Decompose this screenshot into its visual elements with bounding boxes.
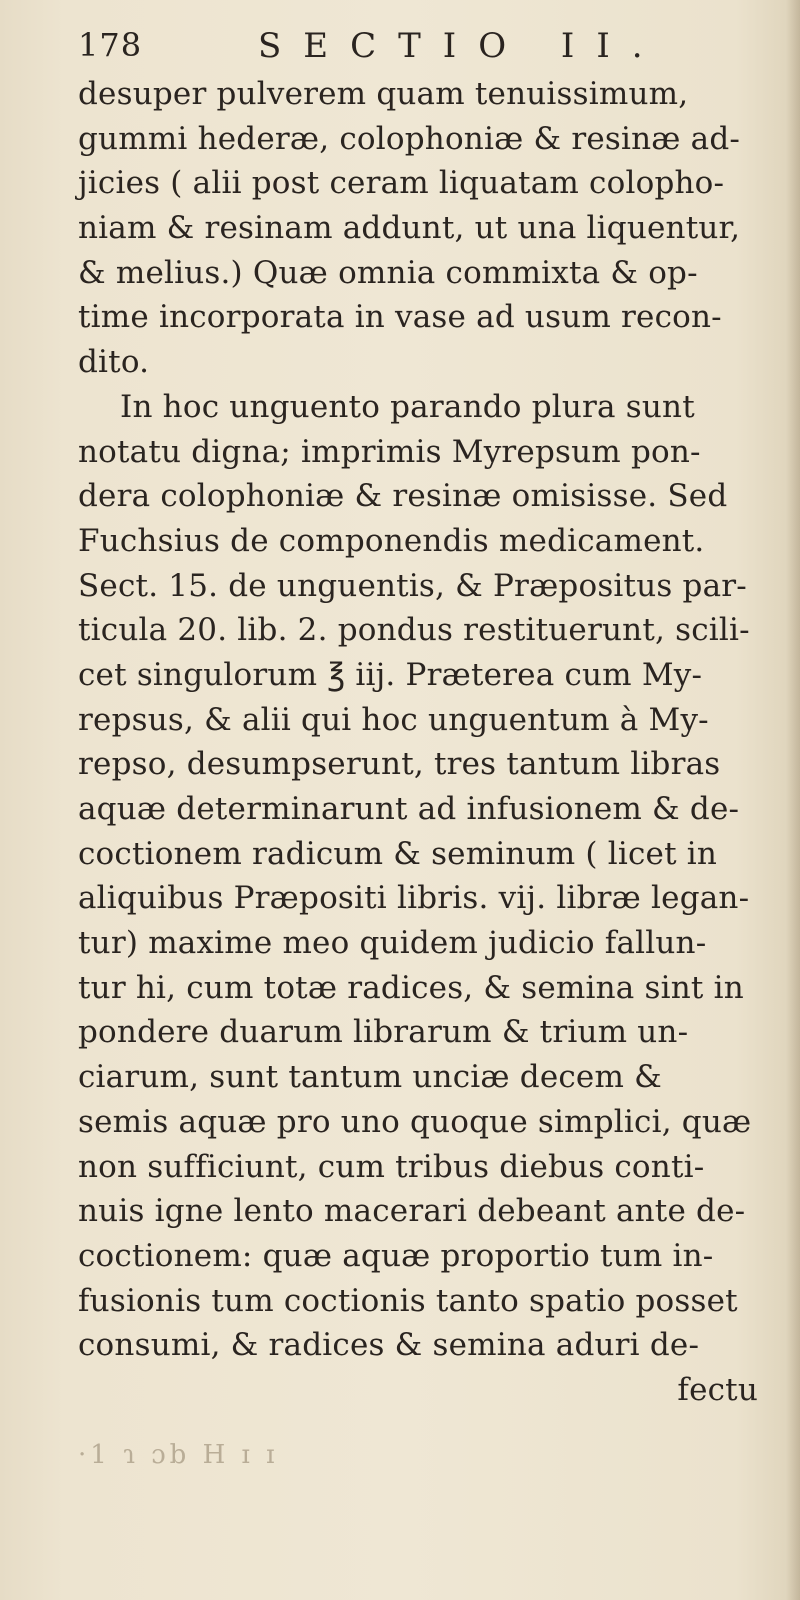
text-line: & melius.) Quæ omnia commixta & op- [78, 254, 698, 291]
text-line: aquæ determinarunt ad infusionem & de- [78, 791, 740, 827]
text-line: pondere duarum librarum & trium un- [78, 1014, 689, 1051]
text-line: Fuchsius de componendis medicament. [78, 522, 705, 559]
page-number: 178 [78, 26, 143, 64]
text-line: ticula 20. lib. 2. pondus restituerunt, scili- [78, 612, 750, 649]
running-head: SECTIO II. [258, 26, 665, 66]
text-line: coctionem radicum & seminum ( licet in [78, 835, 718, 872]
text-line: ciarum, sunt tantum unciæ decem & [78, 1059, 662, 1096]
text-line: repso, desumpserunt, tres tantum libras [78, 746, 721, 783]
text-line: niam & resinam addunt, ut una liquentur, [78, 210, 741, 247]
text-line: consumi, & radices & semina aduri de- [78, 1327, 700, 1364]
text-line: notatu digna; imprimis Myrepsum pon- [78, 433, 701, 470]
text-line: aliquibus Præpositi libris. vij. libræ legan- [78, 880, 750, 917]
text-line: time incorporata in vase ad usum recon- [78, 299, 722, 336]
text-line: cet singulorum ℥ iij. Præterea cum My- [78, 656, 703, 693]
text-line: coctionem: quæ aquæ proportio tum in- [78, 1237, 714, 1274]
text-line: dito. [78, 344, 150, 381]
text-line: tur) maxime meo quidem judicio fallun- [78, 925, 707, 962]
text-line: repsus, & alii qui hoc unguentum à My- [78, 701, 709, 738]
show-through-marks: ·1 ɿ ɔb H ɪ ɪ [78, 1440, 279, 1470]
text-line: gummi hederæ, colophoniæ & resinæ ad- [78, 120, 741, 157]
text-line: non sufficiunt, cum tribus diebus conti- [78, 1148, 705, 1185]
text-line: fusionis tum coctionis tanto spatio posset [78, 1282, 738, 1319]
text-line: semis aquæ pro uno quoque simplici, quæ [78, 1103, 752, 1140]
text-line: desuper pulverem quam tenuissimum, [78, 76, 689, 112]
text-line: Sect. 15. de unguentis, & Præpositus par- [78, 567, 747, 604]
text-line: tur hi, cum totæ radices, & semina sint in [78, 969, 744, 1006]
text-line: jicies ( alii post ceram liquatam colopho- [78, 165, 725, 202]
body-text [78, 72, 768, 1413]
text-line: nuis igne lento macerari debeant ante de- [78, 1193, 746, 1230]
page-header [78, 26, 758, 72]
catchword: fectu [677, 1371, 758, 1408]
paragraph-start-line: In hoc unguento parando plura sunt [120, 388, 695, 425]
text-line: dera colophoniæ & resinæ omisisse. Sed [78, 478, 728, 515]
